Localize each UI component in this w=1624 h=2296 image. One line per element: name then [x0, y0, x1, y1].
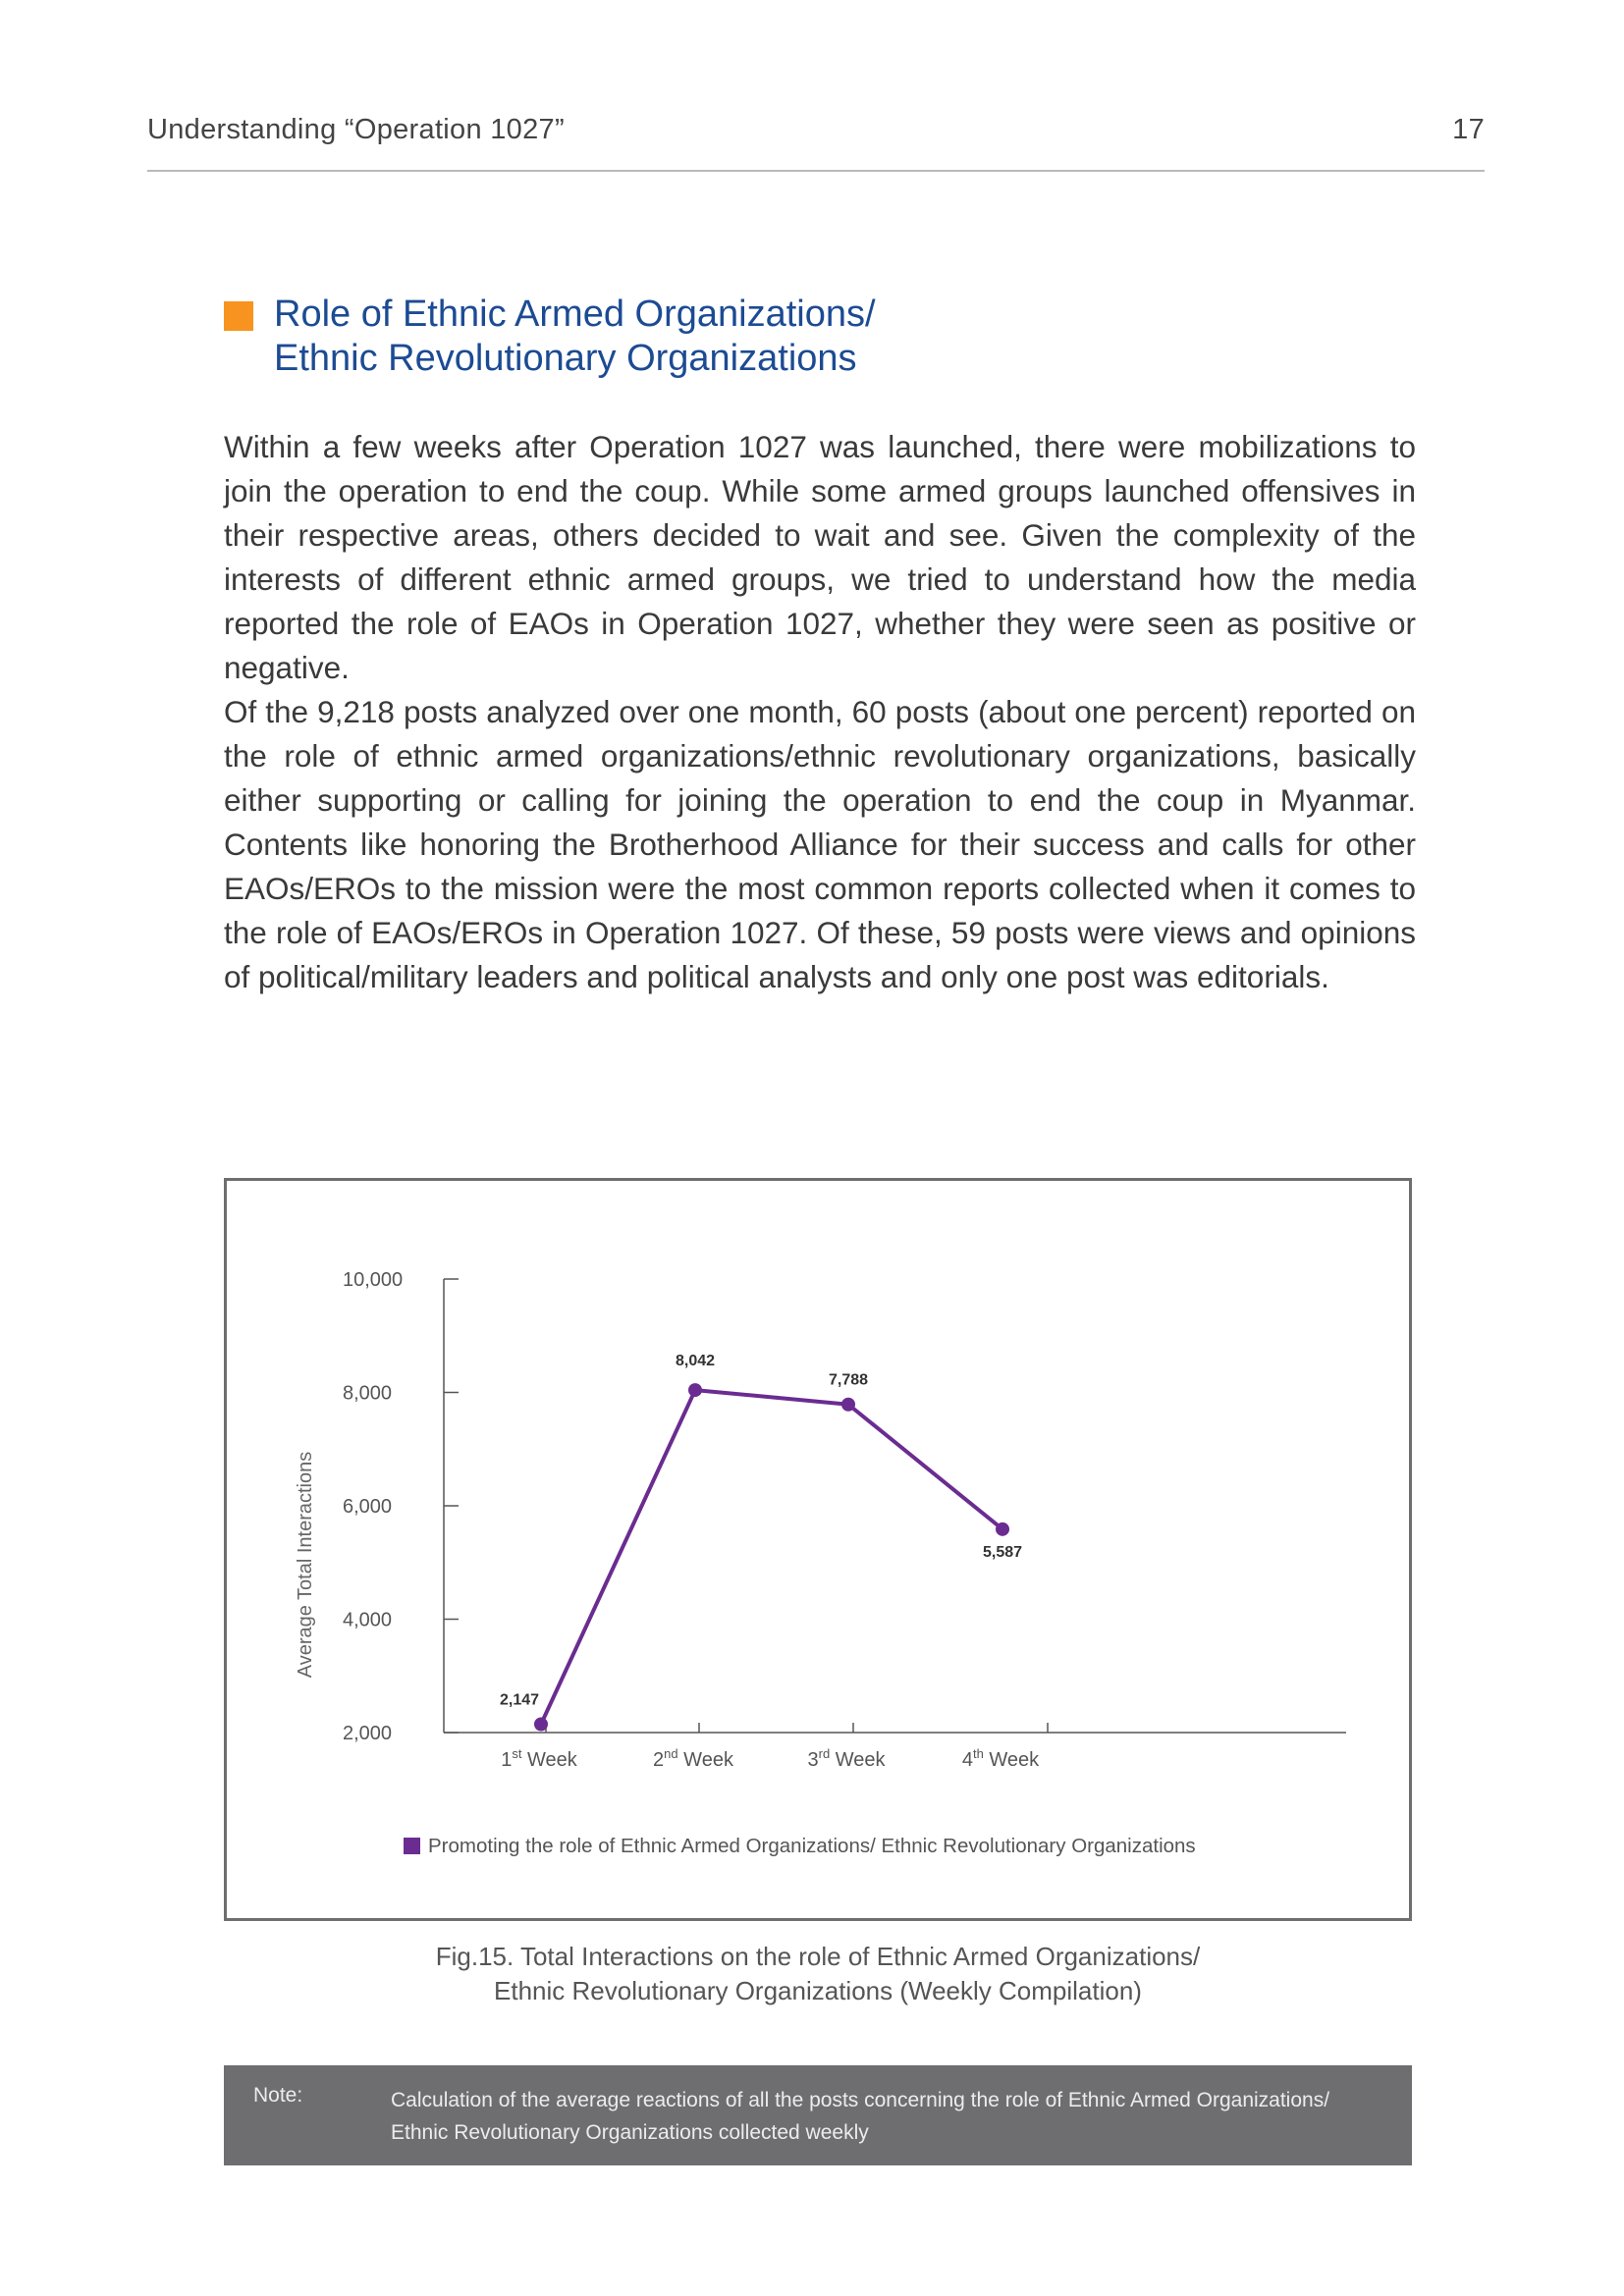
y-tick-label: 8,000 [343, 1382, 393, 1405]
data-point [688, 1383, 702, 1397]
page-number: 17 [1452, 114, 1485, 145]
data-label: 8,042 [675, 1353, 716, 1370]
data-point [534, 1718, 548, 1732]
figure-caption [224, 1940, 1412, 2008]
figure-caption-line1: Fig.15. Total Interactions on the role of Ethnic Armed Organizations/ [435, 1942, 1201, 1971]
x-tick-label: 3rd Week [807, 1746, 886, 1771]
y-axis-label: Average Total Interactions [295, 1451, 316, 1679]
section-title [274, 293, 1256, 381]
y-tick-label: 6,000 [343, 1496, 393, 1518]
data-point [996, 1522, 1009, 1536]
figure-caption-line2: Ethnic Revolutionary Organizations (Weekly Compilation) [494, 1976, 1142, 2005]
series-line [541, 1390, 1002, 1724]
section-title-line2: Ethnic Revolutionary Organizations [274, 338, 857, 379]
data-label: 5,587 [982, 1543, 1023, 1561]
y-tick-label: 4,000 [343, 1609, 393, 1631]
header-divider [147, 170, 1485, 172]
note-box [224, 2065, 1412, 2165]
y-tick-label: 10,000 [343, 1269, 404, 1291]
line-chart [227, 1181, 1409, 1918]
data-label: 2,147 [499, 1691, 540, 1709]
running-title: Understanding “Operation 1027” [147, 114, 565, 145]
data-point [841, 1398, 855, 1412]
chart-frame [224, 1178, 1412, 1921]
x-tick-label: 4th Week [961, 1746, 1040, 1771]
note-label: Note: [253, 2084, 303, 2107]
legend-label: Promoting the role of Ethnic Armed Organizations/ Ethnic Revolutionary Organizations [428, 1835, 1196, 1857]
section-marker-square [224, 301, 253, 331]
note-text: Calculation of the average reactions of all the posts concerning the role of Ethnic Armed Organizations/ Ethnic Revolutionary Organizations collected weekly [391, 2089, 1330, 2144]
chart-legend [404, 1835, 1196, 1858]
y-tick-label: 2,000 [343, 1723, 393, 1744]
x-tick-label: 1st Week [501, 1746, 577, 1771]
section-title-line1: Role of Ethnic Armed Organizations/ [274, 294, 876, 335]
x-tick-label: 2nd Week [653, 1746, 733, 1771]
body-paragraph-1: Within a few weeks after Operation 1027 was launched, there were mobilizations to join the operation to end the coup. While some armed groups launched offensives in their respective areas, others decided to wait and see. Given the complexity of the interests of different ethnic armed groups, we tried to understand how the media reported the role of EAOs in Operation 1027, whether they were seen as positive or negative. [224, 429, 1416, 685]
body-paragraph-2: Of the 9,218 posts analyzed over one month, 60 posts (about one percent) reported on the role of ethnic armed organizations/ethnic revolutionary organizations, basically either supporting or calling for joining the operation to end the coup in Myanmar. Contents like honoring the Brotherhood Alliance for their success and calls for other EAOs/EROs to the mission were the most common reports collected when it comes to the role of EAOs/EROs in Operation 1027. Of these, 59 posts were views and opinions of political/military leaders and political analysts and only one post was editorials. [224, 694, 1416, 994]
data-label: 7,788 [828, 1371, 869, 1389]
legend-swatch [404, 1838, 420, 1854]
running-header [147, 114, 1485, 146]
